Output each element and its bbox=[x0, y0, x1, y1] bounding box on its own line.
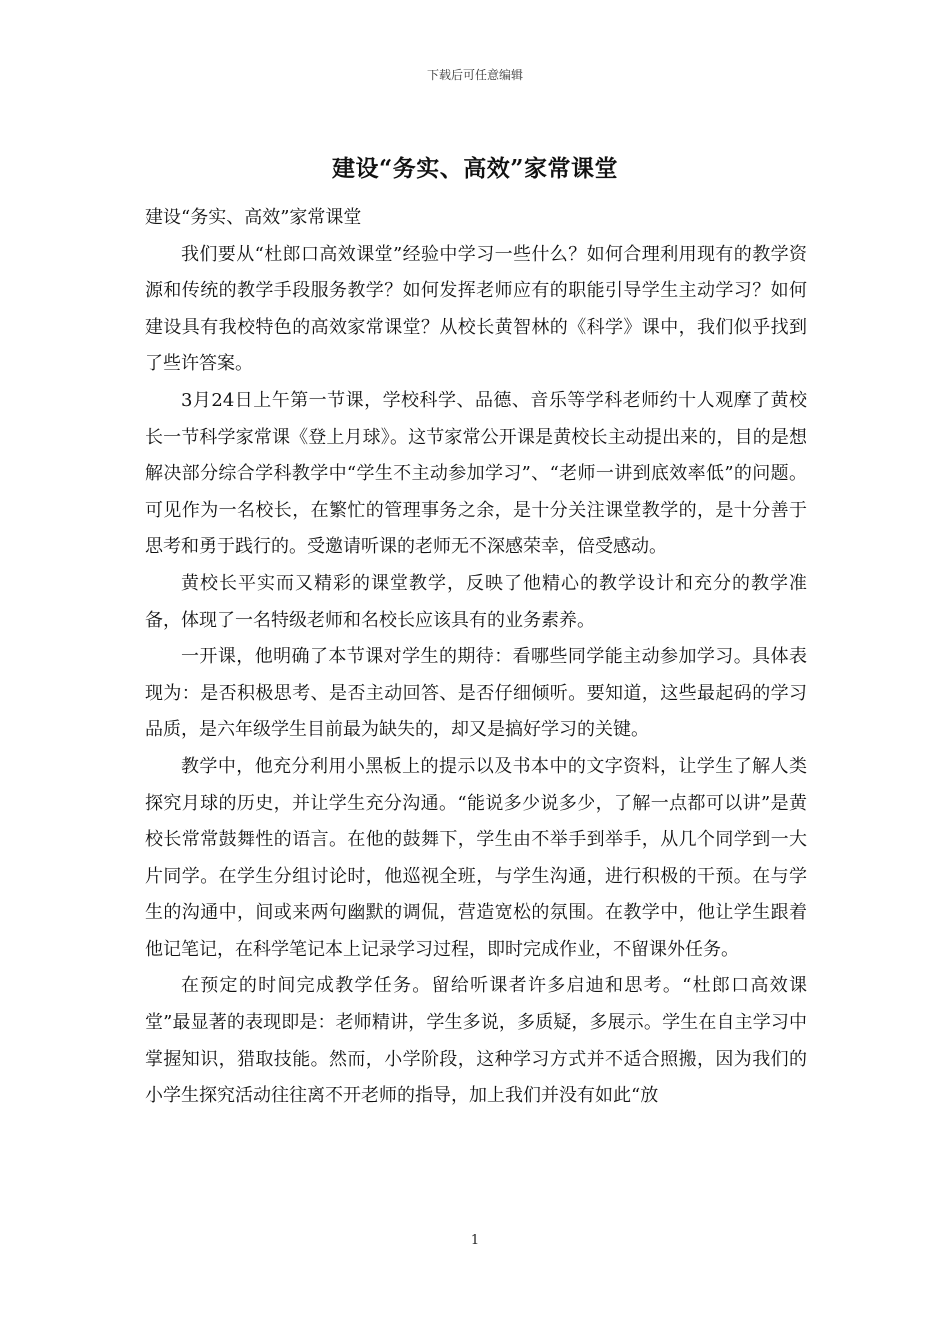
paragraph: 我们要从“杜郎口高效课堂”经验中学习一些什么？如何合理利用现有的教学资源和传统的教学手段服务教学？如何发挥老师应有的职能引导学生主动学习？如何建设具有我校特色的高效家常课堂？从校长黄智林的《科学》课中，我们似乎找到了些许答案。 bbox=[145, 243, 807, 375]
paragraph: 黄校长平实而又精彩的课堂教学，反映了他精心的教学设计和充分的教学准备，体现了一名特级老师和名校长应该具有的业务素养。 bbox=[145, 572, 807, 631]
document-subtitle: 建设“务实、高效”家常课堂 bbox=[145, 207, 362, 228]
document-title: 建设“务实、高效”家常课堂 bbox=[332, 155, 618, 182]
document-body bbox=[145, 200, 807, 1115]
paragraph: 教学中，他充分利用小黑板上的提示以及书本中的文字资料，让学生了解人类探究月球的历史，并让学生充分沟通。“能说多少说多少，了解一点都可以讲”是黄校长常常鼓舞性的语言。在他的鼓舞下，学生由不举手到举手，从几个同学到一大片同学。在学生分组讨论时，他巡视全班，与学生沟通，进行积极的干预。在与学生的沟通中，间或来两句幽默的调侃，营造宽松的氛围。在教学中，他让学生跟着他记笔记，在科学笔记本上记录学习过程，即时完成作业，不留课外任务。 bbox=[145, 755, 807, 960]
paragraph: 在预定的时间完成教学任务。留给听课者许多启迪和思考。“杜郎口高效课堂”最显著的表现即是：老师精讲，学生多说，多质疑，多展示。学生在自主学习中掌握知识，猎取技能。然而，小学阶段，这种学习方式并不适合照搬，因为我们的小学生探究活动往往离不开老师的指导，加上我们并没有如此“放 bbox=[145, 975, 807, 1107]
paragraph: 3月24日上午第一节课，学校科学、品德、音乐等学科老师约十人观摩了黄校长一节科学家常课《登上月球》。这节家常公开课是黄校长主动提出来的，目的是想解决部分综合学科教学中“学生不主动参加学习”、“老师一讲到底效率低”的问题。可见作为一名校长，在繁忙的管理事务之余，是十分关注课堂教学的，是十分善于思考和勇于践行的。受邀请听课的老师无不深感荣幸，倍受感动。 bbox=[145, 389, 807, 558]
page-header-note: 下载后可任意编辑 bbox=[426, 68, 523, 82]
page-number: 1 bbox=[470, 1233, 480, 1248]
paragraph: 一开课，他明确了本节课对学生的期待：看哪些同学能主动参加学习。具体表现为：是否积极思考、是否主动回答、是否仔细倾听。要知道，这些最起码的学习品质，是六年级学生目前最为缺失的，却又是搞好学习的关键。 bbox=[145, 646, 807, 741]
